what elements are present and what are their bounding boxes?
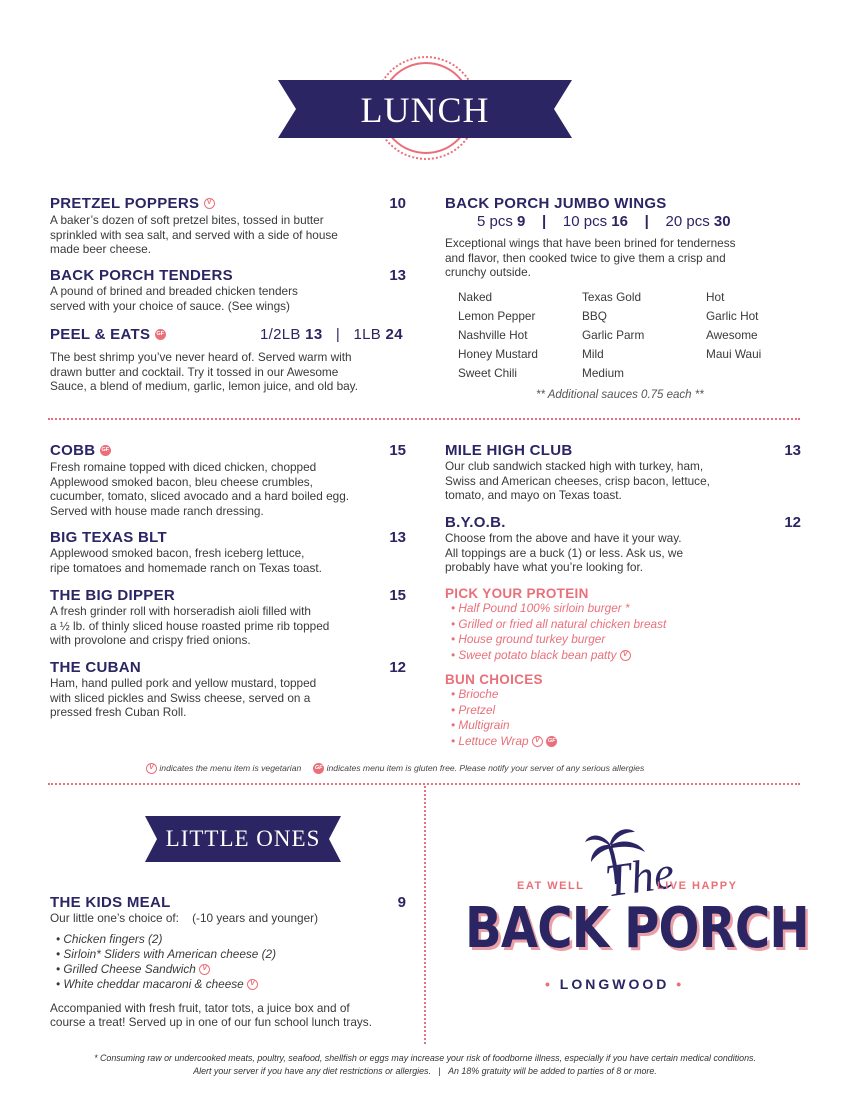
vegetarian-icon: V xyxy=(204,198,215,209)
little-ones-banner xyxy=(145,816,341,862)
bun-option: • Multigrain xyxy=(451,718,510,733)
additional-sauce-note: ** Additional sauces 0.75 each ** xyxy=(536,389,704,401)
protein-option: • Sweet potato black bean patty V xyxy=(451,648,805,664)
bun-section xyxy=(445,672,805,749)
peel-and-eats-item xyxy=(50,326,410,394)
kids-meal-item xyxy=(50,894,410,1030)
cuban-item xyxy=(50,659,410,720)
protein-heading: PICK YOUR PROTEIN xyxy=(445,586,589,601)
protein-option: • Half Pound 100% sirloin burger * xyxy=(451,601,630,615)
sauce-item: Nashville Hot xyxy=(458,328,528,342)
kids-intro: Our little one’s choice of: (-10 years and younger) xyxy=(50,911,318,925)
item-description: Applewood smoked bacon, fresh iceberg lettuce, ripe tomatoes and homemade ranch on Texas toast. xyxy=(50,546,322,575)
item-price: 13 xyxy=(389,529,406,546)
little-ones-title: LITTLE ONES xyxy=(165,826,321,851)
kids-option: • Chicken fingers (2) xyxy=(56,931,163,946)
gluten-free-icon: GF xyxy=(546,736,557,747)
item-title: BACK PORCH TENDERS xyxy=(50,267,233,284)
mile-high-club-item xyxy=(445,442,805,503)
item-title: BIG TEXAS BLT xyxy=(50,529,167,546)
vegetarian-icon: V xyxy=(247,979,258,990)
logo-location: • LONGWOOD • xyxy=(545,976,685,992)
item-description: A pound of brined and breaded chicken tenders served with your choice of sauce. (See wings) xyxy=(50,284,298,313)
logo-eat-well: EAT WELL xyxy=(517,880,585,892)
item-price: 15 xyxy=(389,587,406,604)
item-title: B.Y.O.B. xyxy=(445,514,506,531)
lunch-banner xyxy=(278,56,572,162)
vegetarian-icon: V xyxy=(620,650,631,661)
sauce-item: Texas Gold xyxy=(582,290,642,304)
logo-the: The xyxy=(601,846,678,907)
item-price: 12 xyxy=(784,514,801,531)
protein-option: • Grilled or fried all natural chicken breast xyxy=(451,616,667,631)
item-title: COBB xyxy=(50,442,96,459)
item-description: Ham, hand pulled pork and yellow mustard, topped with sliced pickles and Swiss cheese, served on a pressed fresh Cuban Roll. xyxy=(50,676,317,720)
item-title: PEEL & EATS xyxy=(50,326,151,343)
gluten-free-icon: GF xyxy=(313,763,324,774)
peel-prices: 1/2LB 13 | 1LB 24 xyxy=(260,326,403,343)
sauce-item: Awesome xyxy=(706,328,758,342)
kids-option: • Grilled Cheese Sandwich V xyxy=(56,962,410,977)
pretzel-poppers-item xyxy=(50,195,410,257)
sauce-item: Garlic Parm xyxy=(582,328,645,342)
item-price: 10 xyxy=(389,195,406,212)
item-description: The best shrimp you’ve never heard of. Served warm with drawn butter and cocktail. Try it tossed in our Awesome Sauce, a blend of medium, garlic, lemon juice, and old bay. xyxy=(50,350,358,394)
item-price: 12 xyxy=(389,659,406,676)
vegetarian-icon: V xyxy=(146,763,157,774)
item-title: PRETZEL POPPERS xyxy=(50,195,200,212)
section-divider xyxy=(48,418,800,420)
item-description: A baker’s dozen of soft pretzel bites, tossed in butter sprinkled with sea salt, and served with a side of house made beer cheese. xyxy=(50,213,338,257)
bun-option: • Brioche xyxy=(451,687,499,701)
allergen-legend: V indicates the menu item is vegetarian GF indicates menu item is gluten free. Please notify your server of any serious allergies xyxy=(146,763,644,774)
kids-option: • Sirloin* Sliders with American cheese (2) xyxy=(56,946,277,961)
vegetarian-icon: V xyxy=(199,964,210,975)
sauce-item: Garlic Hot xyxy=(706,309,759,323)
big-texas-blt-item xyxy=(50,529,410,575)
sauce-item: Hot xyxy=(706,290,725,304)
bun-option: • Lettuce Wrap V GF xyxy=(451,733,556,748)
item-description: Our club sandwich stacked high with turkey, ham, Swiss and American cheeses, crisp bacon, lettuce, tomato, and mayo on Texas toast. xyxy=(445,459,710,503)
item-price: 15 xyxy=(389,442,406,459)
item-title: MILE HIGH CLUB xyxy=(445,442,573,459)
item-title: THE BIG DIPPER xyxy=(50,587,176,604)
gluten-free-icon: GF xyxy=(155,329,166,340)
kids-option: • White cheddar macaroni & cheese V xyxy=(56,977,410,992)
gluten-free-icon: GF xyxy=(100,445,111,456)
wing-sizes: 5 pcs 9 | 10 pcs 16 | 20 pcs 30 xyxy=(477,213,731,230)
item-description: Exceptional wings that have been brined for tenderness and flavor, then cooked twice to give them a crisp and crunchy outside. xyxy=(445,236,736,280)
item-title: BACK PORCH JUMBO WINGS xyxy=(445,195,667,212)
jumbo-wings-item xyxy=(445,195,805,280)
item-description: Fresh romaine topped with diced chicken, chopped Applewood smoked bacon, bleu cheese crumbles, cucumber, tomato, sliced avocado and a hard boiled egg. Served with house made ranch dressing. xyxy=(50,460,350,518)
kids-description: Accompanied with fresh fruit, tator tots, a juice box and of course a treat! Served up in one of our fun school lunch trays. xyxy=(50,1000,372,1030)
sauce-item: Sweet Chili xyxy=(458,366,518,380)
sauce-item: BBQ xyxy=(582,309,607,323)
column-divider xyxy=(424,786,426,1044)
sauce-item: Honey Mustard xyxy=(458,347,538,361)
section-divider xyxy=(48,783,800,785)
item-description: Choose from the above and have it your way. All toppings are a buck (1) or less. Ask us, we probably have what you’re looking for. xyxy=(445,531,684,575)
logo-live-happy: LIVE HAPPY xyxy=(657,880,738,892)
byob-item xyxy=(445,514,805,575)
protein-section xyxy=(445,586,805,663)
item-price: 9 xyxy=(397,894,406,911)
logo-name: BACK PORCH xyxy=(465,896,809,961)
sauce-item: Lemon Pepper xyxy=(458,309,536,323)
sauce-list xyxy=(458,290,798,380)
bun-heading: BUN CHOICES xyxy=(445,672,543,687)
item-title: THE CUBAN xyxy=(50,659,142,676)
cobb-item xyxy=(50,442,410,518)
item-title: THE KIDS MEAL xyxy=(50,894,171,911)
footer-disclaimer: * Consuming raw or undercooked meats, poultry, seafood, shellfish or eggs may increase your risk of foodborne illness, especially if you have certain medical conditions. Alert your server if you have any diet restrictions or allergies. | An 18% gratuity will be added to parties of 8 or more. xyxy=(94,1053,756,1076)
item-price: 13 xyxy=(389,267,406,284)
bun-option: • Pretzel xyxy=(451,702,496,717)
sauce-item: Maui Waui xyxy=(706,347,762,361)
back-porch-logo xyxy=(455,822,809,1002)
sauce-item: Naked xyxy=(458,290,493,304)
vegetarian-icon: V xyxy=(532,736,543,747)
sauce-item: Medium xyxy=(582,366,624,380)
big-dipper-item xyxy=(50,587,410,648)
lunch-title: LUNCH xyxy=(360,90,490,130)
item-description: A fresh grinder roll with horseradish aioli filled with a ½ lb. of thinly sliced house roasted prime rib topped with provolone and crispy fried onions. xyxy=(50,604,330,648)
item-price: 13 xyxy=(784,442,801,459)
protein-option: • House ground turkey burger xyxy=(451,632,606,647)
sauce-item: Mild xyxy=(582,347,604,361)
back-porch-tenders-item xyxy=(50,267,410,313)
